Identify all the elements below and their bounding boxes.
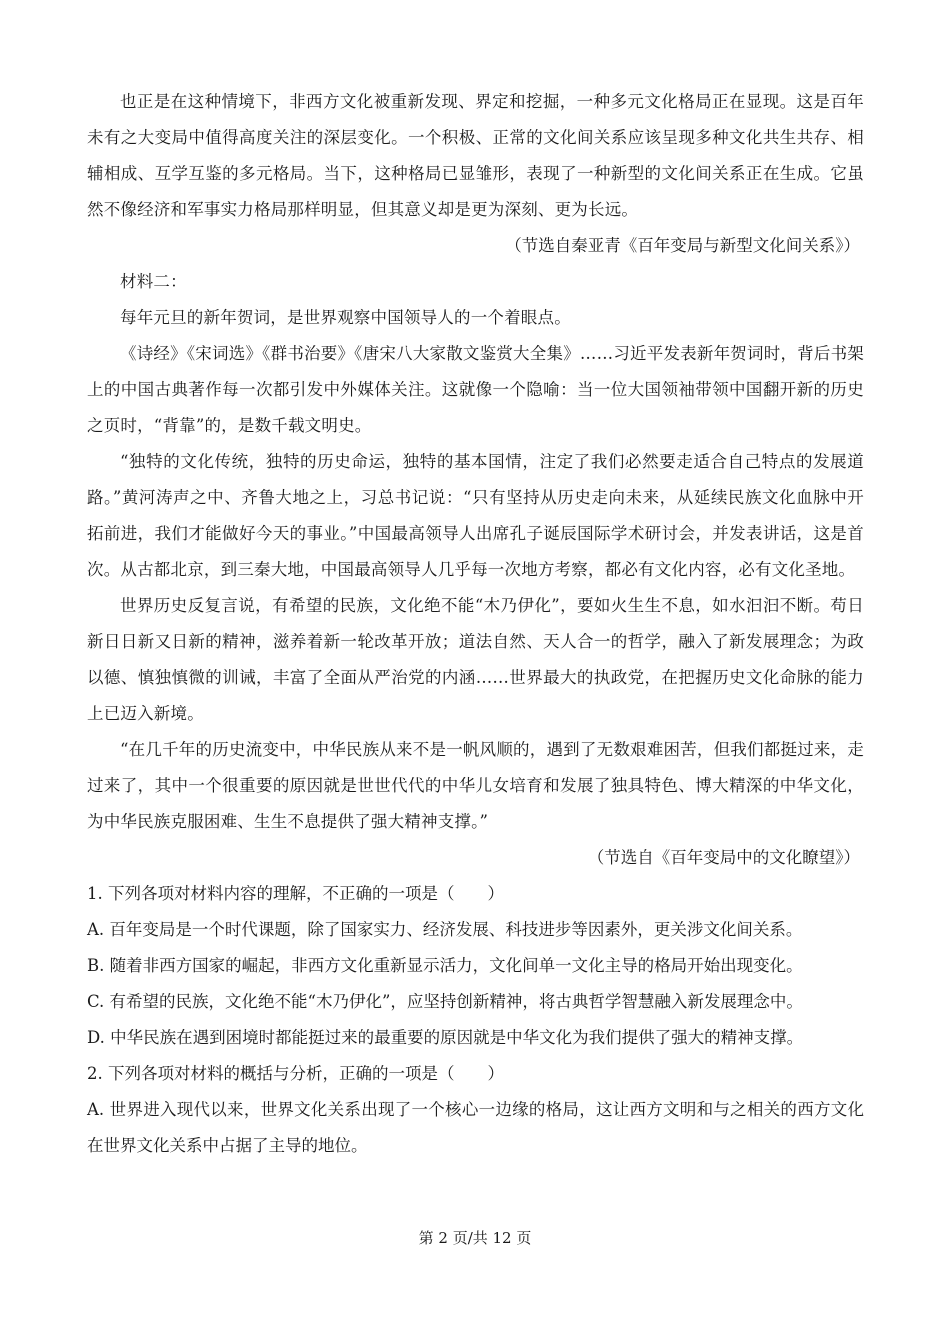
- question-1: [87, 876, 864, 1056]
- question-2: [87, 1056, 864, 1164]
- paragraph-quote-hardship: “在几千年的历史流变中，中华民族从来不是一帆风顺的，遇到了无数艰难困苦，但我们都挺过来，走过来了，其中一个很重要的原因就是世世代代的中华儿女培育和发展了独具特色、博大精深的中华文化，为中华民族克服困难、生生不息提供了强大精神支撑。”: [87, 740, 864, 831]
- question-1-option-a: A. 百年变局是一个时代课题，除了国家实力、经济发展、科技进步等因素外，更关涉文化间关系。: [87, 920, 803, 939]
- question-1-stem: 1. 下列各项对材料内容的理解，不正确的一项是（ ）: [87, 884, 504, 903]
- paragraph-unique-tradition: “独特的文化传统，独特的历史命运，独特的基本国情，注定了我们必然要走适合自己特点的发展道路。”黄河涛声之中、齐鲁大地之上，习总书记说：“只有坚持从历史走向未来，从延续民族文化血脉中开拓前进，我们才能做好今天的事业。”中国最高领导人出席孔子诞辰国际学术研讨会，并发表讲话，这是首次。从古都北京，到三秦大地，中国最高领导人几乎每一次地方考察，都必有文化内容，必有文化圣地。: [87, 452, 864, 579]
- question-2-option-a: A. 世界进入现代以来，世界文化关系出现了一个核心一边缘的格局，这让西方文明和与之相关的西方文化在世界文化关系中占据了主导的地位。: [87, 1100, 864, 1155]
- paragraph-world-history: 世界历史反复言说，有希望的民族，文化绝不能“木乃伊化”，要如火生生不息，如水汩汩不断。苟日新日日新又日新的精神，滋养着新一轮改革开放；道法自然、天人合一的哲学，融入了新发展理念；为政以德、慎独慎微的训诫，丰富了全面从严治党的内涵……世界最大的执政党，在把握历史文化命脉的能力上已迈入新境。: [87, 596, 864, 723]
- page-number-footer: 第 2 页/共 12 页: [418, 1229, 532, 1247]
- document-page: [87, 84, 864, 1164]
- source-citation-1: （节选自秦亚青《百年变局与新型文化间关系》）: [505, 236, 860, 255]
- paragraph-cultural-pattern: 也正是在这种情境下，非西方文化被重新发现、界定和挖掘，一种多元文化格局正在显现。这是百年未有之大变局中值得高度关注的深层变化。一个积极、正常的文化间关系应该呈现多种文化共生共存、相辅相成、互学互鉴的多元格局。当下，这种格局已显雏形，表现了一种新型的文化间关系正在生成。它虽然不像经济和军事实力格局那样明显，但其意义却是更为深刻、更为长远。: [87, 92, 864, 219]
- material-2-label: 材料二：: [120, 272, 187, 291]
- question-2-stem: 2. 下列各项对材料的概括与分析，正确的一项是（ ）: [87, 1064, 504, 1083]
- question-1-option-c: C. 有希望的民族，文化绝不能“木乃伊化”，应坚持创新精神，将古典哲学智慧融入新发展理念中。: [87, 992, 803, 1011]
- paragraph-classics-bookshelf: 《诗经》《宋词选》《群书治要》《唐宋八大家散文鉴赏大全集》……习近平发表新年贺词时，背后书架上的中国古典著作每一次都引发中外媒体关注。这就像一个隐喻：当一位大国领袖带领中国翻开新的历史之页时，“背靠”的，是数千载文明史。: [87, 344, 864, 435]
- source-citation-2: （节选自《百年变局中的文化瞭望》）: [587, 848, 860, 867]
- question-1-option-b: B. 随着非西方国家的崛起，非西方文化重新显示活力，文化间单一文化主导的格局开始出现变化。: [87, 956, 803, 975]
- question-1-option-d: D. 中华民族在遇到困境时都能挺过来的最重要的原因就是中华文化为我们提供了强大的精神支撑。: [87, 1028, 804, 1047]
- paragraph-new-year-greeting: 每年元旦的新年贺词，是世界观察中国领导人的一个着眼点。: [120, 308, 571, 327]
